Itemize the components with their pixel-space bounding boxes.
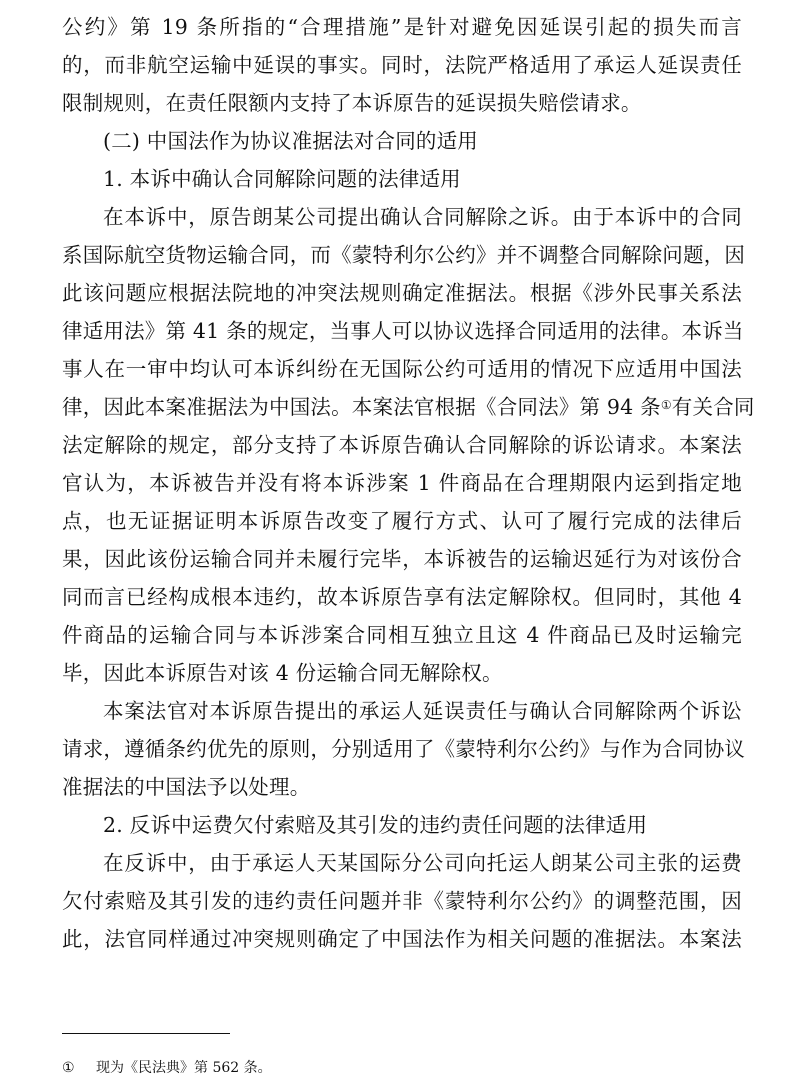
text-line: 在本诉中，原告朗某公司提出确认合同解除之诉。由于本诉中的合同 (103, 205, 742, 229)
text-line: 此，法官同样通过冲突规则确定了中国法作为相关问题的准据法。本案法 (62, 927, 742, 951)
footnote (62, 1058, 272, 1078)
text-line: 律，因此本案准据法为中国法。本案法官根据《合同法》第 94 条①有关合同 (62, 395, 755, 419)
text-line: 准据法的中国法予以处理。 (62, 775, 311, 799)
text-line: 系国际航空货物运输合同，而《蒙特利尔公约》并不调整合同解除问题，因 (62, 243, 746, 267)
text-line: 2. 反诉中运费欠付索赔及其引发的违约责任问题的法律适用 (103, 813, 648, 837)
text-line: (二) 中国法作为协议准据法对合同的适用 (103, 129, 479, 153)
text-line: 果，因此该份运输合同并未履行完毕，本诉被告的运输迟延行为对该份合 (62, 547, 742, 571)
footnote-separator (62, 1033, 230, 1034)
footnote-reference: ① (660, 398, 672, 412)
footnote-text: 现为《民法典》第 562 条。 (96, 1060, 272, 1076)
footnote-marker: ① (62, 1060, 75, 1076)
text-line: 欠付索赔及其引发的违约责任问题并非《蒙特利尔公约》的调整范围，因 (62, 889, 742, 913)
text-line: 点，也无证据证明本诉原告改变了履行方式、认可了履行完成的法律后 (62, 509, 742, 533)
text-line: 此该问题应根据法院地的冲突法规则确定准据法。根据《涉外民事关系法 (62, 281, 742, 305)
text-line: 公约》第 19 条所指的“合理措施”是针对避免因延误引起的损失而言 (62, 15, 742, 39)
text-line: 本案法官对本诉原告提出的承运人延误责任与确认合同解除两个诉讼 (103, 699, 742, 723)
text-line: 毕，因此本诉原告对该 4 份运输合同无解除权。 (62, 661, 503, 685)
text-line: 官认为，本诉被告并没有将本诉涉案 1 件商品在合理期限内运到指定地 (62, 471, 742, 495)
text-line: 同而言已经构成根本违约，故本诉原告享有法定解除权。但同时，其他 4 (62, 585, 742, 609)
text-line: 事人在一审中均认可本诉纠纷在无国际公约可适用的情况下应适用中国法 (62, 357, 742, 381)
text-line: 律适用法》第 41 条的规定，当事人可以协议选择合同适用的法律。本诉当 (62, 319, 744, 343)
text-line: 在反诉中，由于承运人天某国际分公司向托运人朗某公司主张的运费 (103, 851, 742, 875)
text-line: 的，而非航空运输中延误的事实。同时，法院严格适用了承运人延误责任 (62, 53, 742, 77)
text-line: 1. 本诉中确认合同解除问题的法律适用 (103, 167, 461, 191)
text-line: 件商品的运输合同与本诉涉案合同相互独立且这 4 件商品已及时运输完 (62, 623, 742, 647)
text-line: 法定解除的规定，部分支持了本诉原告确认合同解除的诉讼请求。本案法 (62, 433, 742, 457)
text-line: 请求，遵循条约优先的原则，分别适用了《蒙特利尔公约》与作为合同协议 (62, 737, 746, 761)
text-line: 限制规则，在责任限额内支持了本诉原告的延误损失赔偿请求。 (62, 91, 642, 115)
